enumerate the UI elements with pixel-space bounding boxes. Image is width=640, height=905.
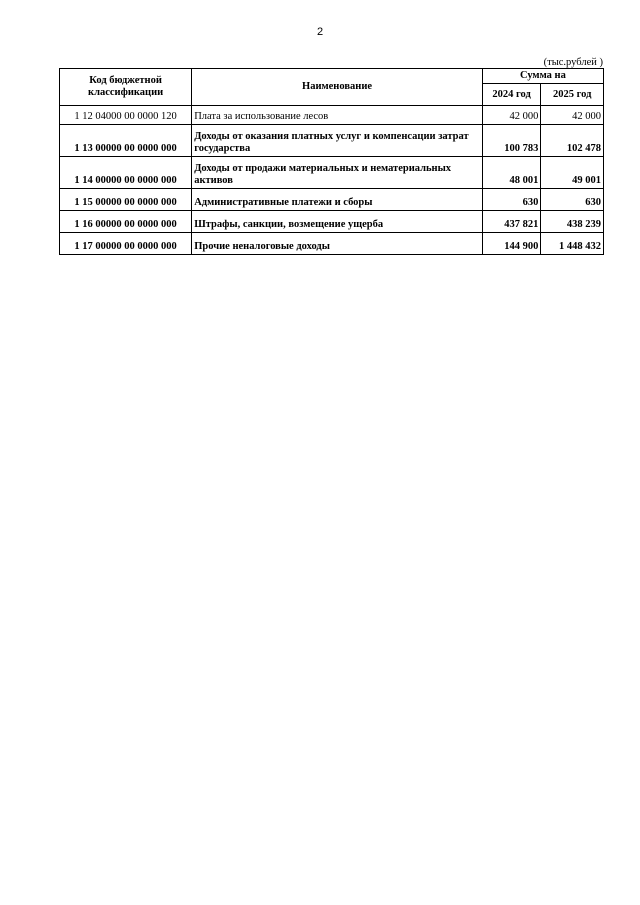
table-row — [60, 157, 604, 189]
row-value-2025: 438 239 — [541, 211, 604, 233]
row-value-2024: 630 — [482, 189, 541, 211]
header-name: Наименование — [192, 69, 483, 106]
table-row — [60, 211, 604, 233]
row-value-2024: 42 000 — [482, 106, 541, 125]
table-row — [60, 106, 604, 125]
header-sum: Сумма на — [482, 69, 603, 84]
row-name: Доходы от оказания платных услуг и компенсации затрат государства — [192, 125, 483, 157]
row-name: Плата за использование лесов — [192, 106, 483, 125]
row-name: Штрафы, санкции, возмещение ущерба — [192, 211, 483, 233]
row-value-2024: 437 821 — [482, 211, 541, 233]
row-value-2025: 42 000 — [541, 106, 604, 125]
header-code: Код бюджетной классификации — [60, 69, 192, 106]
row-code: 1 13 00000 00 0000 000 — [60, 125, 192, 157]
page-number: 2 — [316, 26, 324, 38]
header-year-2024: 2024 год — [482, 84, 541, 106]
row-code: 1 12 04000 00 0000 120 — [60, 106, 192, 125]
row-value-2025: 1 448 432 — [541, 233, 604, 255]
table-row — [60, 233, 604, 255]
table-row — [60, 125, 604, 157]
table-row — [60, 189, 604, 211]
row-code: 1 15 00000 00 0000 000 — [60, 189, 192, 211]
row-code: 1 17 00000 00 0000 000 — [60, 233, 192, 255]
row-value-2024: 48 001 — [482, 157, 541, 189]
row-name: Прочие неналоговые доходы — [192, 233, 483, 255]
budget-table — [59, 68, 604, 255]
row-code: 1 14 00000 00 0000 000 — [60, 157, 192, 189]
header-year-2025: 2025 год — [541, 84, 604, 106]
row-value-2024: 100 783 — [482, 125, 541, 157]
row-name: Доходы от продажи материальных и нематериальных активов — [192, 157, 483, 189]
row-name: Административные платежи и сборы — [192, 189, 483, 211]
units-note: (тыс.рублей ) — [543, 57, 603, 68]
row-value-2025: 630 — [541, 189, 604, 211]
row-value-2024: 144 900 — [482, 233, 541, 255]
row-value-2025: 49 001 — [541, 157, 604, 189]
row-value-2025: 102 478 — [541, 125, 604, 157]
row-code: 1 16 00000 00 0000 000 — [60, 211, 192, 233]
